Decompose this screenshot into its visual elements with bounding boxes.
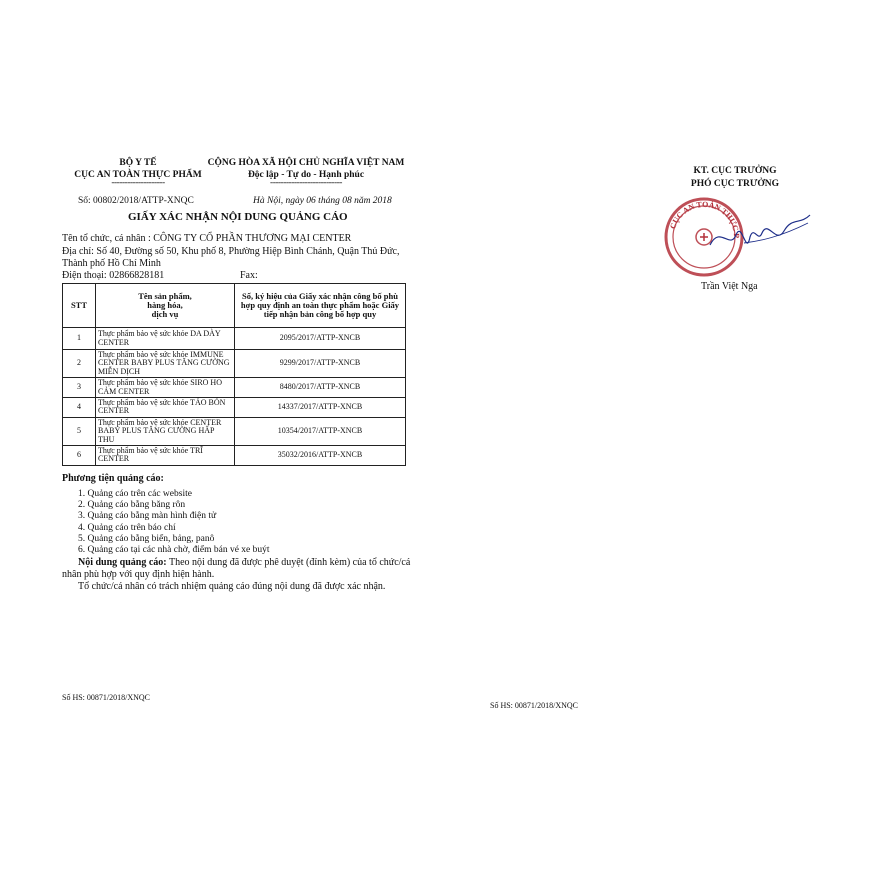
footer-file-number-right: Số HS: 00871/2018/XNQC bbox=[490, 701, 579, 710]
list-item: 1. Quảng cáo trên các website bbox=[78, 489, 192, 499]
table-row bbox=[63, 378, 406, 398]
table-cell-code: 14337/2017/ATTP-XNCB bbox=[235, 397, 406, 417]
table-cell-stt: 6 bbox=[63, 445, 96, 465]
org-name: Tên tổ chức, cá nhân : CÔNG TY CỔ PHẦN THƯƠNG MẠI CENTER bbox=[62, 233, 352, 244]
list-item: 4. Quảng cáo trên báo chí bbox=[78, 522, 176, 533]
svg-text:CỤC AN TOÀN THỰC PHẨM: CỤC AN TOÀN THỰC P bbox=[668, 199, 742, 239]
table-cell-code: 9299/2017/ATTP-XNCB bbox=[235, 350, 406, 378]
signer-name: Trần Việt Nga bbox=[701, 281, 758, 292]
list-item: 3. Quảng cáo bằng màn hình điện tử bbox=[78, 511, 217, 522]
signer-title-2: PHÓ CỤC TRƯỞNG bbox=[690, 179, 780, 189]
content-line2: nhân phù hợp với quy định hiện hành. bbox=[62, 569, 215, 580]
table-cell-name: Thực phẩm bảo vệ sức khỏe IMMUNE CENTER BABY PLUS TĂNG CƯỜNG MIỄN DỊCH bbox=[96, 350, 235, 378]
place-date: Hà Nội, ngày 06 tháng 08 năm 2018 bbox=[253, 196, 392, 206]
table-cell-name: Thực phẩm bảo vệ sức khỏe DA DÀY CENTER bbox=[96, 328, 235, 350]
content-line1 bbox=[78, 557, 410, 568]
table-cell-name: Thực phẩm bảo vệ sức khỏe CENTER BABY PLUS TĂNG CƯỜNG HẤP THU bbox=[96, 417, 235, 445]
org-address-line2: Thành phố Hồ Chí Minh bbox=[62, 258, 161, 269]
table-cell-code: 10354/2017/ATTP-XNCB bbox=[235, 417, 406, 445]
document-number: Số: 00802/2018/ATTP-XNQC bbox=[78, 196, 194, 206]
table-cell-name: Thực phẩm bảo vệ sức khỏe TRĨ CENTER bbox=[96, 445, 235, 465]
ministry-name: BỘ Y TẾ bbox=[119, 158, 157, 168]
table-cell-stt: 3 bbox=[63, 378, 96, 398]
product-table bbox=[62, 283, 406, 466]
media-heading: Phương tiện quảng cáo: bbox=[62, 473, 164, 484]
table-cell-stt: 2 bbox=[63, 350, 96, 378]
footer-file-number-left: Số HS: 00871/2018/XNQC bbox=[62, 693, 151, 702]
table-cell-code: 8480/2017/ATTP-XNCB bbox=[235, 378, 406, 398]
content-text1: Theo nội dung đã được phê duyệt (đính kèm) của tổ chức/cá bbox=[166, 557, 411, 568]
org-phone: Điện thoại: 02866828181 bbox=[62, 270, 165, 281]
country-name: CỘNG HÒA XÃ HỘI CHỦ NGHĨA VIỆT NAM bbox=[207, 158, 405, 168]
media-list bbox=[78, 489, 270, 556]
official-stamp bbox=[650, 185, 820, 285]
table-cell-stt: 1 bbox=[63, 328, 96, 350]
table-header-stt: STT bbox=[63, 284, 96, 328]
table-cell-stt: 5 bbox=[63, 417, 96, 445]
table-header-product bbox=[96, 284, 235, 328]
table-cell-name: Thực phẩm bảo vệ sức khỏe TÁO BÓN CENTER bbox=[96, 397, 235, 417]
stamp-and-signature-graphic bbox=[650, 185, 820, 285]
product-header-text: Tên sản phẩm, hàng hóa, dịch vụ bbox=[138, 291, 192, 319]
table-cell-name: Thực phẩm bảo vệ sức khỏe SIRO HO CẢM CENTER bbox=[96, 378, 235, 398]
list-item: 5. Quảng cáo bằng biển, bảng, panô bbox=[78, 533, 215, 544]
responsibility-note: Tổ chức/cá nhân có trách nhiệm quảng cáo đúng nội dung đã được xác nhận. bbox=[78, 581, 386, 592]
agency-name: CỤC AN TOÀN THỰC PHẨM bbox=[74, 170, 202, 180]
document-title: GIẤY XÁC NHẬN NỘI DUNG QUẢNG CÁO bbox=[128, 211, 348, 223]
agency-rule: -------------------- bbox=[111, 178, 165, 188]
list-item: 6. Quảng cáo tại các nhà chờ, điểm bán vé xe buýt bbox=[78, 545, 270, 556]
signer-title-1: KT. CỤC TRƯỞNG bbox=[693, 166, 777, 176]
table-row bbox=[63, 417, 406, 445]
table-row bbox=[63, 328, 406, 350]
table-cell-code: 35032/2016/ATTP-XNCB bbox=[235, 445, 406, 465]
table-row bbox=[63, 397, 406, 417]
table-header-certificate: Số, ký hiệu của Giấy xác nhận công bố phù hợp quy định an toàn thực phẩm hoặc Giấy tiếp nhận bản công bố hợp quy bbox=[235, 284, 406, 328]
national-motto: Độc lập - Tự do - Hạnh phúc bbox=[247, 170, 365, 180]
content-label: Nội dung quảng cáo: bbox=[78, 557, 167, 568]
table-cell-code: 2095/2017/ATTP-XNCB bbox=[235, 328, 406, 350]
org-address-line1: Địa chỉ: Số 40, Đường số 50, Khu phố 8, Phường Hiệp Bình Chánh, Quận Thủ Đức, bbox=[62, 246, 400, 257]
table-row bbox=[63, 350, 406, 378]
table-cell-stt: 4 bbox=[63, 397, 96, 417]
list-item: 2. Quảng cáo bằng băng rôn bbox=[78, 500, 186, 511]
motto-rule: --------------------------- bbox=[270, 178, 342, 188]
org-fax: Fax: bbox=[240, 270, 258, 281]
table-row bbox=[63, 445, 406, 465]
